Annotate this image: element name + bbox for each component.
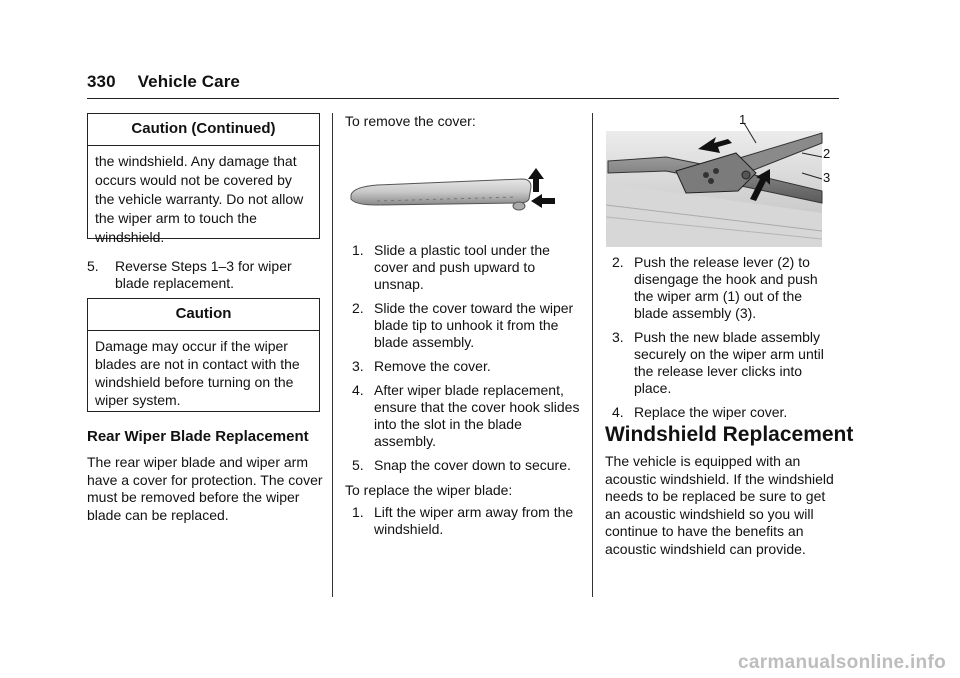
list-item (352, 457, 580, 474)
heading-rear-wiper: Rear Wiper Blade Replacement (87, 428, 309, 445)
paragraph-windshield: The vehicle is equipped with an acoustic windshield. If the windshield needs to be replaced be sure to get an acoustic windshield so you will continue to have the benefits an acoustic windshield can provide. (605, 453, 834, 557)
step-text: After wiper blade replacement, ensure that the cover hook slides into the slot in the blade assembly. (374, 382, 580, 449)
wiper-cover-pivot (513, 202, 525, 210)
step-number: 4. (612, 404, 624, 420)
page-number: 330 (87, 72, 116, 91)
step-number: 3. (352, 358, 364, 374)
step-number: 4. (352, 382, 364, 398)
step-text: Remove the cover. (374, 358, 491, 374)
remove-cover-steps (352, 242, 580, 481)
step-text: Slide a plastic tool under the cover and push upward to unsnap. (374, 242, 550, 292)
list-item (612, 329, 840, 397)
arrow-left-icon (531, 194, 555, 208)
step-number: 3. (612, 329, 624, 345)
list-item (612, 404, 840, 421)
step-5-left (87, 258, 318, 299)
step-text: Lift the wiper arm away from the windshield. (374, 504, 574, 537)
list-item (612, 254, 840, 322)
caution-body: Damage may occur if the wiper blades are not in contact with the windshield before turning on the wiper system. (95, 338, 300, 408)
step-number: 5. (352, 457, 364, 473)
step-text: Snap the cover down to secure. (374, 457, 571, 473)
step-text: Push the release lever (2) to disengage the hook and push the wiper arm (1) out of the blade assembly (3). (634, 254, 818, 321)
list-item (352, 504, 580, 538)
step-number: 1. (352, 504, 364, 520)
page-header (87, 72, 240, 92)
wiper-arm-illustration (606, 113, 842, 247)
step-number: 2. (352, 300, 364, 316)
watermark: carmanualsonline.info (738, 652, 946, 673)
list-item (352, 300, 580, 351)
caution-title: Caution (88, 299, 319, 331)
step-number: 1. (352, 242, 364, 258)
wiper-cover-illustration (347, 165, 559, 215)
list-item (352, 242, 580, 293)
paragraph-rear-wiper: The rear wiper blade and wiper arm have a cover for protection. The cover must be removed before the wiper blade can be replaced. (87, 454, 323, 523)
step-text: Replace the wiper cover. (634, 404, 788, 420)
list-item (352, 382, 580, 450)
caution-body: the windshield. Any damage that occurs would not be covered by the vehicle warranty. Do not allow the wiper arm to touch the windshield. (95, 153, 304, 245)
step-text: Push the new blade assembly securely on the wiper arm until the release lever clicks into place. (634, 329, 824, 396)
replace-blade-steps (612, 254, 840, 428)
caution-box (87, 298, 320, 412)
column-divider-right (592, 113, 593, 597)
header-rule (87, 98, 839, 99)
step-text: Reverse Steps 1–3 for wiper blade replacement. (115, 258, 292, 291)
step-number: 2. (612, 254, 624, 270)
caution-box-continued (87, 113, 320, 245)
step-number: 5. (87, 258, 99, 274)
section-title: Vehicle Care (137, 72, 240, 91)
column-divider-left (332, 113, 333, 597)
intro-remove-cover: To remove the cover: (345, 113, 476, 129)
list-item (352, 358, 580, 375)
figure-label-1: 1 (739, 112, 747, 127)
replace-blade-step-1 (352, 504, 580, 545)
heading-windshield-replacement: Windshield Replacement (605, 423, 854, 446)
caution-title: Caution (Continued) (88, 114, 319, 146)
intro-replace-blade: To replace the wiper blade: (345, 482, 513, 498)
figure-label-2: 2 (823, 146, 831, 161)
figure-label-3: 3 (823, 170, 831, 185)
step-text: Slide the cover toward the wiper blade tip to unhook it from the blade assembly. (374, 300, 574, 350)
